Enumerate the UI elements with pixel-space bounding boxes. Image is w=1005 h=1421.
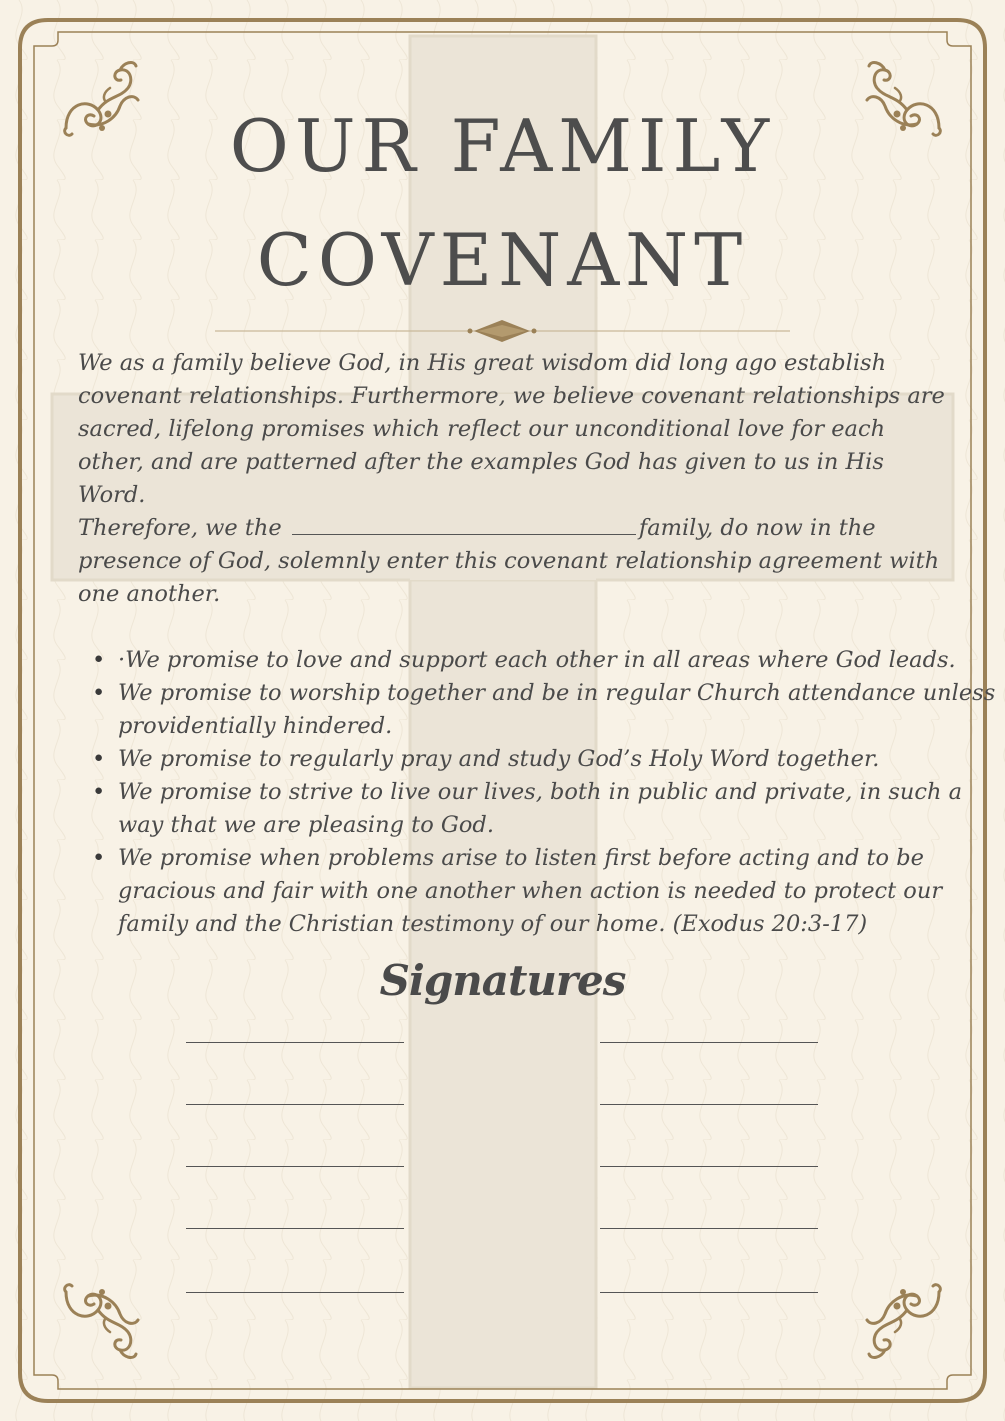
promises-list	[78, 644, 998, 941]
declaration-text-start: Therefore, we the	[78, 515, 282, 541]
page-title-line-1: OUR FAMILY	[229, 104, 776, 188]
signature-line[interactable]	[600, 1228, 818, 1229]
family-name-blank[interactable]	[292, 514, 636, 535]
list-item: • We promise to worship together and be in regular Church attendance unless providentially hindered.	[118, 677, 998, 743]
list-item: • We promise when problems arise to listen first before acting and to be gracious and fair with one another when action is needed to protect our family and the Christian testimony of our home. (Exodus 20:3-17)	[118, 842, 998, 941]
signature-line[interactable]	[186, 1104, 404, 1105]
signature-line[interactable]	[600, 1104, 818, 1105]
declaration-text-end: family, do now in the presence of God, solemnly enter this covenant relationship agreement with one another.	[78, 515, 940, 607]
signature-line[interactable]	[600, 1042, 818, 1043]
signature-line[interactable]	[186, 1166, 404, 1167]
signature-line[interactable]	[186, 1228, 404, 1229]
signature-line[interactable]	[600, 1292, 818, 1293]
intro-paragraph: We as a family believe God, in His great wisdom did long ago establish covenant relationships. Furthermore, we believe covenant relationships are sacred, lifelong promises which reflect our unconditional love for each other, and are patterned after the examples God has given to us in His Word.	[78, 350, 945, 508]
declaration-paragraph	[78, 512, 948, 611]
signature-line[interactable]	[186, 1042, 404, 1043]
list-item: • We promise to strive to live our lives, both in public and private, in such a way that we are pleasing to God.	[118, 776, 998, 842]
list-item: • ·We promise to love and support each other in all areas where God leads.	[118, 644, 998, 677]
signatures-heading: Signatures	[379, 956, 626, 1005]
list-item: • We promise to regularly pray and study God’s Holy Word together.	[118, 743, 998, 776]
signature-line[interactable]	[600, 1166, 818, 1167]
signature-line[interactable]	[186, 1292, 404, 1293]
page-title-line-2: COVENANT	[256, 218, 749, 302]
